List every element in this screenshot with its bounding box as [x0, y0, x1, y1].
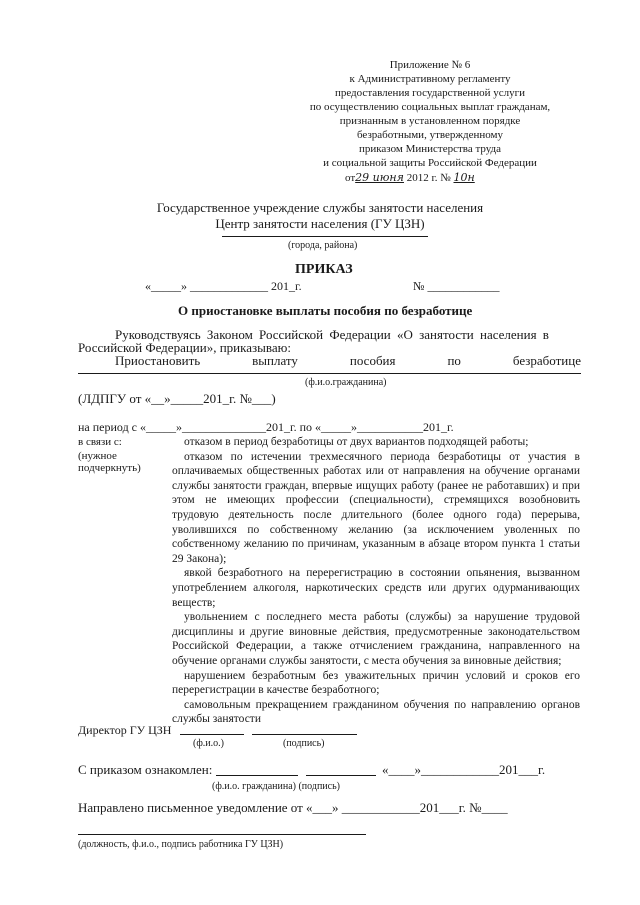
director-fio-line	[180, 734, 244, 735]
reasons-label: подчеркнуть)	[78, 462, 141, 474]
reason-item: увольнением с последнего места работы (службы) за нарушение трудовой дисциплины и другие виновные действия, предусмотренные законодательством Российской Федерации, а также отчислением гражданина, направленного на обучение органами службы занятости, с места обучения за виновные действия;	[172, 611, 580, 667]
order-date: «_____» _____________ 201_г.	[145, 279, 302, 293]
director-sign-line	[252, 734, 357, 735]
reason-item: отказом в период безработицы от двух вариантов подходящей работы;	[184, 436, 529, 448]
appendix-line: приказом Министерства труда	[358, 143, 502, 155]
fio-caption: (ф.и.о.гражданина)	[305, 377, 387, 388]
appendix-line: по осуществлению социальных выплат гражданам,	[309, 101, 551, 113]
date-prefix: от	[345, 172, 356, 184]
employee-underline	[78, 834, 366, 835]
reason-item: нарушением безработным без уважительных причин условий и сроков его перерегистрации в качестве безработного;	[172, 669, 580, 697]
acquainted-sign-line	[306, 775, 376, 776]
director-label: Директор ГУ ЦЗН	[78, 723, 172, 737]
appendix-line: безработными, утвержденному	[356, 129, 503, 141]
acquainted-date: «____»____________201___г.	[382, 762, 546, 777]
handwritten-number: 10н	[453, 171, 475, 184]
city-underline	[222, 236, 428, 237]
preamble-line-1: Руководствуясь Законом Российской Федерации «О занятости населения в	[115, 327, 549, 342]
preamble-line-2: Российской Федерации», приказываю:	[78, 340, 291, 355]
order-subject: О приостановке выплаты пособия по безработице	[178, 303, 473, 318]
reason-item: явкой безработного на перерегистрацию в состоянии опьянения, вызванном употреблением алкоголя, наркотических средств или других одурманивающих веществ;	[172, 567, 580, 609]
fio-underline	[78, 373, 581, 374]
appendix-line: Приложение № 6	[389, 59, 471, 71]
appendix-date-line	[345, 171, 475, 184]
notice-line: Направлено письменное уведомление от «___» ____________201___г. №____	[78, 800, 508, 815]
organization-name: Государственное учреждение службы занятости населения	[156, 200, 484, 215]
reasons-list	[172, 435, 580, 727]
reasons-label: (нужное	[78, 450, 117, 462]
appendix-line: к Административному регламенту	[349, 73, 511, 85]
reason-item: отказом по истечении трехмесячного периода безработицы от участия в оплачиваемых общественных работах или от направления на обучение органами службы занятости граждан, впервые ищущих работу (ранее не работавших) и при этом не имеющих профессии (специальности), стремящихся возобновить трудовую деятельность после длительного (более одного года) перерыва, уволившихся по собственному желанию (за исключением уволенных по собственному желанию по причинам, указанным в абзаце втором пункта 1 статьи 29 Закона);	[172, 450, 580, 565]
order-title: ПРИКАЗ	[295, 262, 353, 277]
suspend-line	[115, 353, 581, 369]
appendix-line: и социальной защиты Российской Федерации	[323, 157, 537, 169]
acquainted-label: С приказом ознакомлен:	[78, 762, 213, 777]
suspend-word: пособия	[349, 353, 396, 368]
director-sign-caption: (подпись)	[283, 738, 325, 749]
period-line: на период с «_____»______________201_г. по «_____»___________201_г.	[78, 420, 454, 434]
acquainted-caption: (ф.и.о. гражданина) (подпись)	[212, 781, 340, 792]
director-fio-caption: (ф.и.о.)	[193, 738, 224, 749]
organization-short: Центр занятости населения (ГУ ЦЗН)	[215, 216, 425, 231]
city-caption: (города, района)	[288, 240, 358, 251]
ldpgu-line: (ЛДПГУ от «__»_____201_г. №___)	[78, 391, 276, 406]
appendix-line: признанным в установленном порядке	[339, 115, 521, 127]
suspend-word: выплату	[252, 353, 298, 368]
suspend-word: Приостановить	[115, 353, 201, 368]
reason-item: самовольным прекращением гражданином обучения по направлению органов службы занятости	[172, 698, 580, 726]
employee-caption: (должность, ф.и.о., подпись работника ГУ ЦЗН)	[78, 839, 284, 850]
acquainted-fio-line	[216, 775, 298, 776]
appendix-line: предоставления государственной услуги	[334, 87, 526, 99]
suspend-word: по	[447, 353, 461, 368]
reasons-label: в связи с:	[78, 436, 122, 448]
suspend-word: безработице	[512, 353, 581, 368]
handwritten-date: 29 июня	[355, 171, 404, 184]
date-year: 2012 г. №	[406, 172, 451, 184]
order-number: № ____________	[413, 279, 500, 293]
